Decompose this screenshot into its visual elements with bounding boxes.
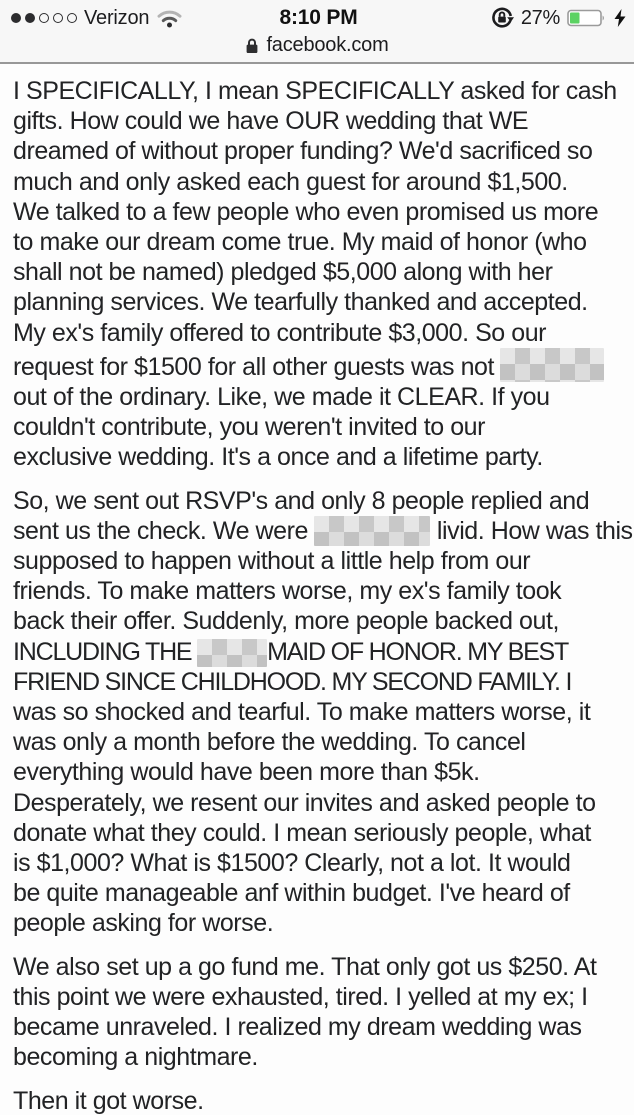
- post-line: [13, 727, 621, 757]
- url-bar[interactable]: [0, 32, 634, 62]
- post-line: [13, 637, 621, 667]
- post-text: becoming a nightmare.: [13, 1043, 258, 1072]
- post-text: My ex's family offered to contribute $3,000. So our: [13, 318, 547, 347]
- post-line: [13, 167, 621, 197]
- post-line: [13, 757, 621, 787]
- signal-dot: [39, 13, 49, 23]
- post-line: [13, 576, 621, 606]
- post-text: dreamed of without proper funding? We'd sacrificed so: [13, 137, 593, 166]
- signal-dot: [53, 13, 63, 23]
- signal-dot: [11, 13, 21, 23]
- browser-chrome: [0, 0, 634, 64]
- post-text: is $1,000? What is $1500? Clearly, not a lot. It would: [13, 849, 571, 878]
- post-text: I SPECIFICALLY, I mean SPECIFICALLY asked for cash: [13, 77, 617, 105]
- post-line: [13, 136, 621, 166]
- post-line: [13, 908, 621, 938]
- post-paragraph: [13, 1086, 621, 1115]
- post-line: [13, 697, 621, 727]
- post-line: [13, 348, 621, 382]
- post-text: exclusive wedding. It's a once and a lifetime party.: [13, 443, 543, 472]
- post-line: [13, 1086, 621, 1115]
- post-text: shall not be named) pledged $5,000 along with her: [13, 258, 553, 287]
- post-line: [13, 1042, 621, 1072]
- post-text: We also set up a go fund me. That only got us $250. At: [13, 952, 597, 981]
- clock-label: 8:10 PM: [279, 6, 358, 29]
- post-line: [13, 76, 621, 106]
- signal-dots: [11, 13, 77, 23]
- post-body: [13, 76, 633, 1115]
- post-text: planning services. We tearfully thanked and accepted.: [13, 288, 588, 317]
- status-bar: [0, 0, 634, 32]
- post-line: [13, 1012, 621, 1042]
- post-line: [13, 546, 621, 576]
- post-line: [13, 412, 621, 442]
- post-line: [13, 606, 621, 636]
- battery-percent-label: 27%: [520, 6, 560, 29]
- post-text: supposed to happen without a little help from our: [13, 547, 531, 576]
- rotation-lock-icon: [490, 6, 514, 30]
- post-text: Then it got worse.: [13, 1086, 204, 1115]
- post-text: much and only asked each guest for around $1,500.: [13, 167, 568, 196]
- post-line: [13, 982, 621, 1012]
- post-text: people asking for worse.: [13, 909, 274, 938]
- charging-bolt-icon: [614, 9, 626, 27]
- post-line: [13, 227, 621, 257]
- post-line: [13, 516, 633, 546]
- signal-dot: [67, 13, 77, 23]
- post-paragraph: [13, 76, 621, 473]
- post-text: everything would have been more than $5k.: [13, 758, 480, 787]
- status-bar-left: [11, 7, 280, 30]
- post-text: couldn't contribute, you weren't invited to our: [13, 413, 486, 442]
- ssl-lock-icon: [245, 37, 259, 54]
- post-text: request for $1500 for all other guests was not: [13, 352, 501, 381]
- facebook-post-content: [0, 64, 634, 1115]
- post-line: [13, 788, 621, 818]
- post-text: be quite manageable anf within budget. I've heard of: [13, 879, 570, 908]
- post-text: MAID OF HONOR. MY BEST: [267, 637, 569, 666]
- censored-word: [500, 348, 604, 382]
- post-text: was so shocked and tearful. To make matters worse, it: [13, 698, 591, 727]
- censored-word: [314, 516, 430, 546]
- post-line: [13, 818, 621, 848]
- post-line: [13, 667, 621, 697]
- censored-word: [197, 639, 267, 667]
- post-line: [13, 952, 621, 982]
- post-line: [13, 486, 621, 516]
- post-text: sent us the check. We were: [13, 516, 315, 545]
- post-line: [13, 848, 621, 878]
- post-line: [13, 382, 621, 412]
- post-text: So, we sent out RSVP's and only 8 people replied and: [13, 486, 590, 515]
- post-text: donate what they could. I mean seriously people, what: [13, 818, 591, 847]
- post-text: livid. How was this: [430, 516, 633, 545]
- post-line: [13, 106, 621, 136]
- post-paragraph: [13, 952, 621, 1073]
- battery-icon: [567, 9, 607, 27]
- post-text: out of the ordinary. Like, we made it CLEAR. If you: [13, 383, 550, 412]
- post-text: back their offer. Suddenly, more people backed out,: [13, 607, 559, 636]
- url-domain-label: facebook.com: [266, 33, 389, 56]
- post-text: was only a month before the wedding. To cancel: [13, 728, 526, 757]
- post-text: We talked to a few people who even promised us more: [13, 197, 599, 226]
- post-line: [13, 878, 621, 908]
- post-text: this point we were exhausted, tired. I yelled at my ex; I: [13, 982, 588, 1011]
- post-line: [13, 442, 621, 472]
- post-paragraph: [13, 486, 633, 939]
- status-bar-center: [280, 6, 358, 30]
- post-line: [13, 197, 621, 227]
- post-text: Desperately, we resent our invites and asked people to: [13, 788, 596, 817]
- post-text: to make our dream come true. My maid of honor (who: [13, 228, 587, 257]
- post-text: became unraveled. I realized my dream wedding was: [13, 1013, 582, 1042]
- post-text: INCLUDING THE: [13, 637, 198, 666]
- status-bar-right: [357, 6, 626, 30]
- signal-dot: [25, 13, 35, 23]
- post-text: FRIEND SINCE CHILDHOOD. MY SECOND FAMILY. I: [13, 667, 572, 696]
- carrier-label: Verizon: [84, 6, 150, 29]
- post-line: [13, 257, 621, 287]
- wifi-icon: [157, 9, 182, 28]
- post-line: [13, 318, 621, 348]
- post-line: [13, 287, 621, 317]
- post-text: gifts. How could we have OUR wedding that WE: [13, 107, 529, 136]
- post-text: friends. To make matters worse, my ex's family took: [13, 577, 562, 606]
